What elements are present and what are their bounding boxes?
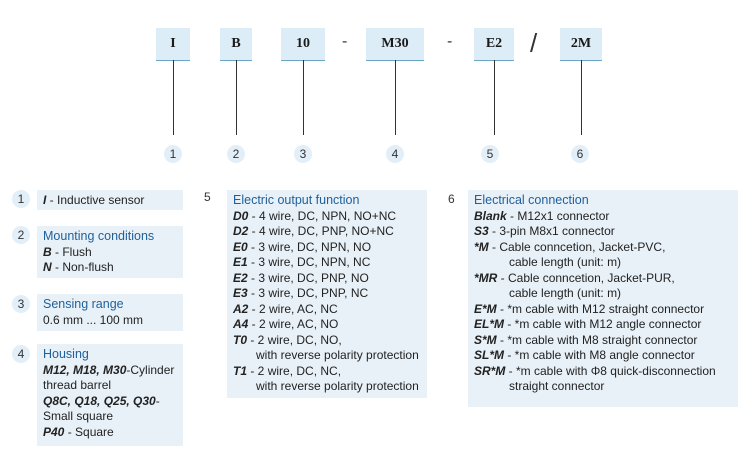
s5-item-code: E2 (233, 270, 248, 285)
position-number-5: 5 (481, 145, 499, 163)
separator-dash-1: - (342, 33, 348, 50)
connector-line-1 (173, 60, 174, 135)
s6-item-text: - *m cable with M12 angle connector (504, 317, 702, 331)
section-1-box (37, 190, 183, 210)
s5-item-text: - 2 wire, DC, NO, (247, 332, 342, 347)
connector-line-2 (236, 60, 237, 135)
s4-l5-text: - Square (64, 424, 114, 439)
s3-text: 0.6 mm ... 100 mm (43, 312, 144, 327)
section-index-5: 5 (204, 190, 211, 204)
s5-item-code: E1 (233, 255, 248, 269)
section-3-box (37, 294, 183, 331)
s4-l1-code: M12, M18, M30 (43, 362, 127, 377)
s5-item-code: D0 (233, 208, 249, 223)
section-index-6: 6 (448, 192, 455, 206)
code-segment-1: I (156, 28, 190, 61)
s5-t1-continuation: with reverse polarity protection (256, 379, 419, 393)
s5-item-code: T0 (233, 332, 248, 347)
section-index-3: 3 (12, 295, 30, 313)
s6-sr-continuation: straight connector (509, 379, 605, 393)
s4-l2-text: thread barrel (43, 378, 112, 392)
s5-item-code: D2 (233, 224, 249, 238)
s5-item-text: - 4 wire, DC, PNP, NO+NC (248, 224, 394, 238)
s4-l3-code: Q8C, Q18, Q25, Q30 (43, 393, 156, 408)
s6-item-code: S3 (474, 224, 489, 238)
s2-item-1-text: - Flush (51, 244, 92, 259)
section-4-box (37, 344, 183, 446)
s2-item-2-text: - Non-flush (51, 260, 114, 274)
code-segment-5: E2 (474, 28, 514, 61)
s6-m-continuation: cable length (unit: m) (509, 255, 622, 269)
s1-code: I (43, 193, 47, 207)
position-number-3: 3 (294, 145, 312, 163)
s5-title: Electric output function (233, 193, 360, 207)
s5-item-text: - 3 wire, DC, PNP, NO (247, 270, 369, 285)
s5-item-text: - 4 wire, DC, NPN, NO+NC (248, 208, 397, 223)
s6-item-text: - M12x1 connector (506, 208, 610, 223)
s6-title: Electrical connection (474, 193, 589, 207)
code-segment-3: 10 (281, 28, 325, 61)
connector-line-4 (395, 60, 396, 135)
code-segment-2: B (220, 28, 252, 61)
s5-item-code: T1 (233, 363, 248, 378)
code-segment-6: 2M (560, 28, 602, 61)
connector-line-3 (303, 60, 304, 135)
s4-l3-text: - (155, 393, 160, 408)
s6-item-text: - 3-pin M8x1 connector (488, 224, 615, 238)
s3-title: Sensing range (43, 297, 124, 311)
section-5-box (227, 190, 427, 398)
separator-slash: / (530, 28, 538, 58)
s5-item-code: E0 (233, 239, 248, 254)
s5-item-text: - 2 wire, DC, NC, (247, 363, 342, 378)
s5-item-code: A2 (233, 301, 249, 316)
s6-item-code: E*M (474, 301, 497, 316)
s6-item-code: S*M (474, 332, 497, 347)
s1-text: - Inductive sensor (46, 193, 145, 207)
section-index-2: 2 (12, 226, 30, 244)
section-index-1: 1 (12, 190, 30, 208)
position-number-2: 2 (227, 145, 245, 163)
s2-item-1-code: B (43, 244, 52, 259)
s6-mr-continuation: cable length (unit: m) (509, 286, 622, 300)
s5-item-text: - 2 wire, AC, NO (248, 317, 339, 331)
code-segment-4: M30 (366, 28, 424, 61)
s6-item-code: Blank (474, 208, 507, 223)
section-index-4: 4 (12, 345, 30, 363)
s6-item-code: SR*M (474, 363, 506, 378)
s6-item-text: - *m cable with M8 angle connector (504, 348, 695, 362)
s2-title: Mounting conditions (43, 229, 155, 243)
section-2-box (37, 226, 183, 278)
s5-t0-continuation: with reverse polarity protection (256, 348, 419, 362)
s6-item-text: - Cable conncetion, Jacket-PVC, (488, 239, 666, 254)
s5-item-text: - 3 wire, DC, NPN, NC (247, 255, 371, 269)
separator-dash-2: - (447, 33, 453, 50)
s5-item-code: E3 (233, 286, 248, 300)
s6-item-code: *M (474, 239, 489, 254)
s5-item-text: - 2 wire, AC, NC (248, 301, 338, 316)
s6-item-code: *MR (474, 270, 498, 285)
s6-item-code: SL*M (474, 348, 504, 362)
position-number-4: 4 (386, 145, 404, 163)
s6-item-text: - *m cable with Φ8 quick-disconnection (505, 363, 716, 378)
section-6-box (468, 190, 738, 407)
s6-item-code: EL*M (474, 317, 504, 331)
s5-item-text: - 3 wire, DC, NPN, NO (247, 239, 372, 254)
s6-item-text: - *m cable with M8 straight connector (496, 332, 698, 347)
s4-l1-text: -Cylinder (126, 362, 175, 377)
s4-l5-code: P40 (43, 424, 65, 439)
s6-item-text: - *m cable with M12 straight connector (496, 301, 705, 316)
position-number-6: 6 (571, 145, 589, 163)
connector-line-6 (581, 60, 582, 135)
s4-title: Housing (43, 347, 89, 361)
position-number-1: 1 (164, 145, 182, 163)
s5-item-code: A4 (233, 317, 249, 331)
s6-item-text: - Cable conncetion, Jacket-PUR, (497, 270, 675, 285)
s2-item-2-code: N (43, 260, 52, 274)
s4-l4-text: Small square (43, 409, 114, 423)
connector-line-5 (494, 60, 495, 135)
s5-item-text: - 3 wire, DC, PNP, NC (247, 286, 369, 300)
